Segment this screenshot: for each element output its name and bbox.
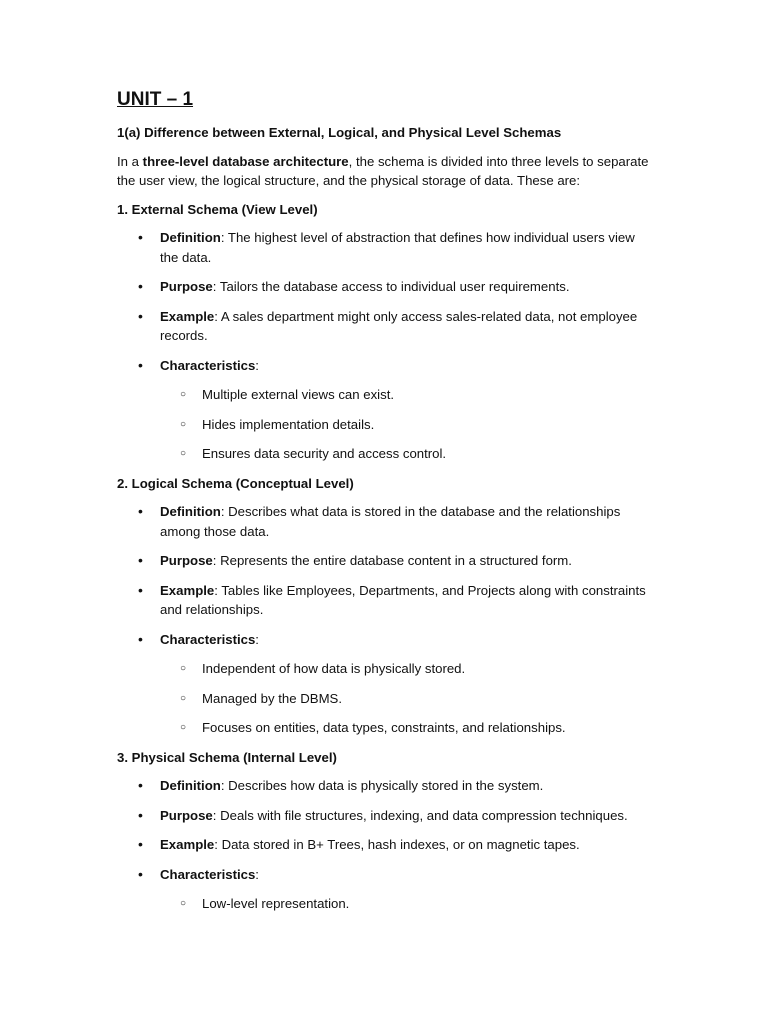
bullet-label: Example [160,837,215,852]
unit-title: UNIT – 1 [117,89,194,110]
section-title-external: 1. External Schema (View Level) [117,201,318,217]
bullet-characteristics [117,630,652,738]
bullet-example [117,581,652,620]
characteristic-item: ○ Multiple external views can exist. [117,385,652,405]
characteristics-list [117,894,652,914]
bullet-label: Definition [160,230,221,245]
bullet-label: Definition [160,504,221,519]
bullet-label: Example [160,308,215,324]
characteristic-item: ○ Ensures data security and access control. [117,444,652,464]
section-title-physical: 3. Physical Schema (Internal Level) [117,749,337,765]
bullet-text: : Data stored in B+ Trees, hash indexes, or on magnetic tapes. [214,837,580,852]
bullet-example [117,835,652,855]
intro-paragraph [117,152,652,191]
bullet-text: : Describes what data is stored in the database and the relationships among those data. [160,504,621,539]
bullet-purpose [117,806,652,826]
characteristics-list [117,385,652,464]
section-title-logical: 2. Logical Schema (Conceptual Level) [117,475,354,491]
bullet-characteristics [117,865,652,914]
bullet-purpose [117,551,652,571]
bullet-label: Purpose [160,553,213,568]
bullet-label: Purpose [160,279,213,294]
bullet-definition [117,776,652,796]
bullet-label: Characteristics [160,631,256,647]
bullet-text: : The highest level of abstraction that defines how individual users view the data. [160,230,635,265]
bullet-text: : A sales department might only access sales-related data, not employee records. [160,308,638,343]
bullet-text: : [255,357,259,373]
characteristic-item: ○ Hides implementation details. [117,415,652,435]
bullet-characteristics [117,356,652,464]
bullet-text: : Tailors the database access to individual user requirements. [212,279,570,294]
characteristic-item: ○ Independent of how data is physically stored. [117,659,652,679]
intro-prefix: In a [117,153,143,169]
bullet-text: : Deals with file structures, indexing, and data compression techniques. [212,807,628,823]
question-title: 1(a) Difference between External, Logical, and Physical Level Schemas [117,125,562,140]
characteristic-item: ○ Focuses on entities, data types, constraints, and relationships. [117,718,652,738]
bullet-purpose [117,277,652,297]
bullet-label: Characteristics [160,866,256,882]
characteristic-item: ○ Managed by the DBMS. [117,689,652,709]
bullet-example [117,307,652,346]
section-bullets-logical [117,502,652,738]
bullet-label: Example [160,582,215,598]
characteristic-item: ○ Low-level representation. [117,894,652,914]
bullet-text: : Represents the entire database content in a structured form. [212,553,572,568]
section-bullets-external [117,228,652,464]
characteristics-list [117,659,652,738]
intro-bold-term: three-level database architecture [142,153,349,169]
bullet-definition [117,228,652,267]
bullet-label: Purpose [160,807,213,823]
bullet-text: : [255,631,259,647]
section-bullets-physical [117,776,652,914]
bullet-text: : Describes how data is physically stored in the system. [220,778,544,793]
bullet-text: : [255,866,259,882]
bullet-text: : Tables like Employees, Departments, and Projects along with constraints and relationships. [160,582,646,617]
bullet-definition [117,502,652,541]
bullet-label: Definition [160,778,221,793]
intro-suffix: , the schema is divided into three levels to separate the user view, the logical structure, and the physical storage of data. These are: [117,153,649,188]
document-content [117,88,652,924]
bullet-label: Characteristics [160,357,256,373]
